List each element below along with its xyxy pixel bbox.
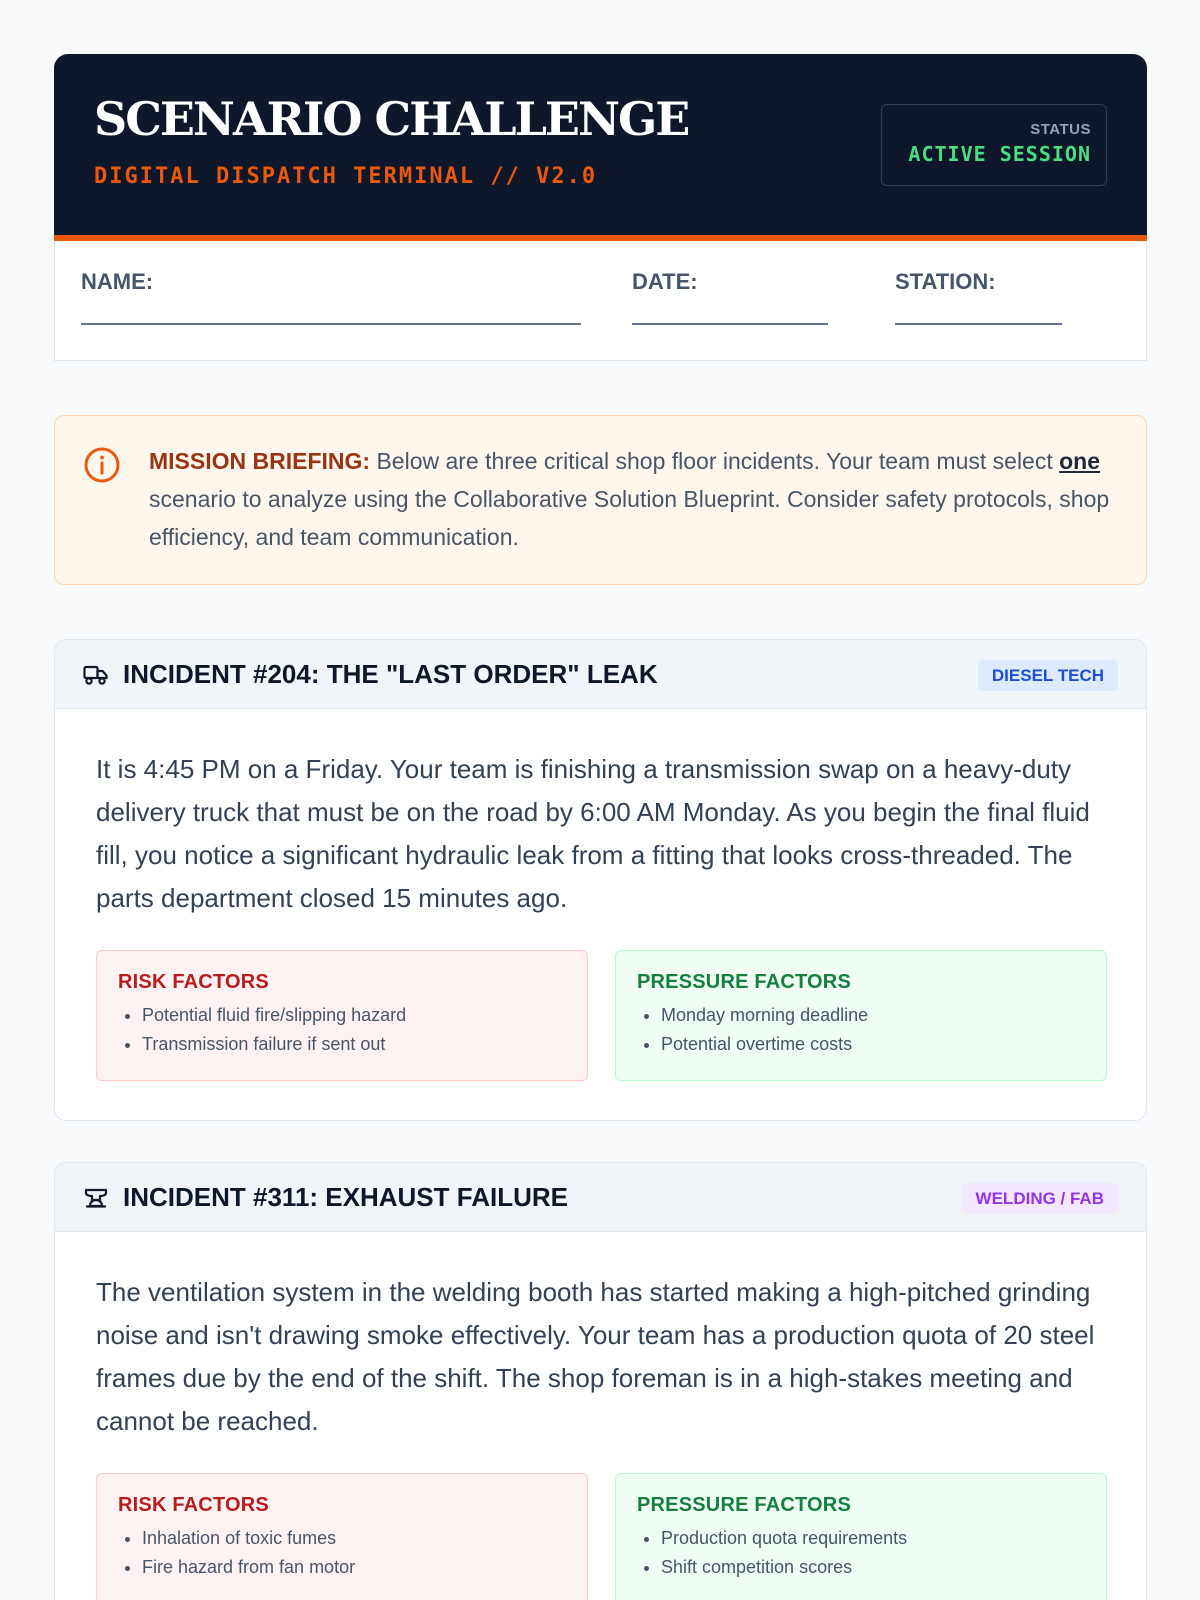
list-item: • Potential fluid fire/slipping hazard: [142, 1001, 587, 1030]
name-label: NAME:: [81, 269, 154, 294]
list-item: • Potential overtime costs: [661, 1030, 1106, 1059]
factor-row: [55, 950, 1147, 1081]
page-subtitle: DIGITAL DISPATCH TERMINAL // V2.0: [94, 164, 598, 189]
header-banner: [54, 54, 1147, 241]
risk-factors-title: RISK FACTORS: [118, 1494, 269, 1516]
incident-description: The ventilation system in the welding booth has started making a high-pitched grinding noise and isn't drawing smoke effectively. Your team has a production quota of 20 steel frames due by the end of the shift. The shop foreman is in a high-stakes meeting and cannot be reached.: [96, 1277, 1095, 1436]
risk-factors-title: RISK FACTORS: [118, 971, 269, 993]
date-field[interactable]: [632, 269, 828, 325]
category-badge: DIESEL TECH: [978, 660, 1118, 691]
list-item: • Transmission failure if sent out: [142, 1030, 587, 1059]
incident-title: INCIDENT #204: THE "LAST ORDER" LEAK: [123, 659, 658, 689]
info-icon: [83, 446, 121, 484]
list-item: • Inhalation of toxic fumes: [142, 1524, 587, 1553]
list-item: • Production quota requirements: [661, 1524, 1106, 1553]
page-title: SCENARIO CHALLENGE: [94, 92, 689, 146]
briefing-text-after: scenario to analyze using the Collaborative Solution Blueprint. Consider safety protocols, shop efficiency, and team communication.: [149, 486, 1110, 550]
anvil-icon: [83, 1186, 109, 1210]
incident-card-311[interactable]: [54, 1162, 1147, 1600]
station-field[interactable]: [895, 269, 1062, 325]
category-badge: WELDING / FAB: [962, 1183, 1118, 1214]
pressure-factors-list: [637, 1001, 1106, 1059]
risk-factors-list: [118, 1524, 587, 1582]
risk-factors-box: [96, 950, 588, 1081]
pressure-factors-title: PRESSURE FACTORS: [637, 1494, 851, 1516]
pressure-factors-title: PRESSURE FACTORS: [637, 971, 851, 993]
pressure-factors-box: [615, 1473, 1107, 1600]
risk-factors-box: [96, 1473, 588, 1600]
station-blank-line: [895, 323, 1062, 325]
date-blank-line: [632, 323, 828, 325]
risk-factors-list: [118, 1001, 587, 1059]
factor-row: [55, 1473, 1147, 1600]
list-item: • Fire hazard from fan motor: [142, 1553, 587, 1582]
status-panel: [881, 104, 1107, 186]
briefing-text: [149, 442, 1119, 556]
name-field[interactable]: [81, 269, 581, 325]
truck-icon: [83, 663, 109, 687]
pressure-factors-list: [637, 1524, 1106, 1582]
mission-briefing: [54, 415, 1147, 585]
briefing-emphasis: one: [1059, 448, 1101, 474]
station-label: STATION:: [895, 269, 996, 294]
briefing-lead: MISSION BRIEFING:: [149, 448, 371, 474]
briefing-text-before: Below are three critical shop floor incidents. Your team must select: [370, 448, 1060, 474]
incident-card-204[interactable]: [54, 639, 1147, 1121]
list-item: • Shift competition scores: [661, 1553, 1106, 1582]
status-value: ACTIVE SESSION: [908, 142, 1091, 166]
incident-description: It is 4:45 PM on a Friday. Your team is finishing a transmission swap on a heavy-duty delivery truck that must be on the road by 6:00 AM Monday. As you begin the final fluid fill, you notice a significant hydraulic leak from a fitting that looks cross-threaded. The parts department closed 15 minutes ago.: [96, 754, 1090, 913]
incident-header: [55, 640, 1146, 709]
student-info-row: [54, 241, 1147, 361]
date-label: DATE:: [632, 269, 698, 294]
name-blank-line: [81, 323, 581, 325]
list-item: • Monday morning deadline: [661, 1001, 1106, 1030]
incident-title: INCIDENT #311: EXHAUST FAILURE: [123, 1182, 568, 1212]
status-label: STATUS: [1030, 121, 1091, 138]
incident-header: [55, 1163, 1146, 1232]
pressure-factors-box: [615, 950, 1107, 1081]
